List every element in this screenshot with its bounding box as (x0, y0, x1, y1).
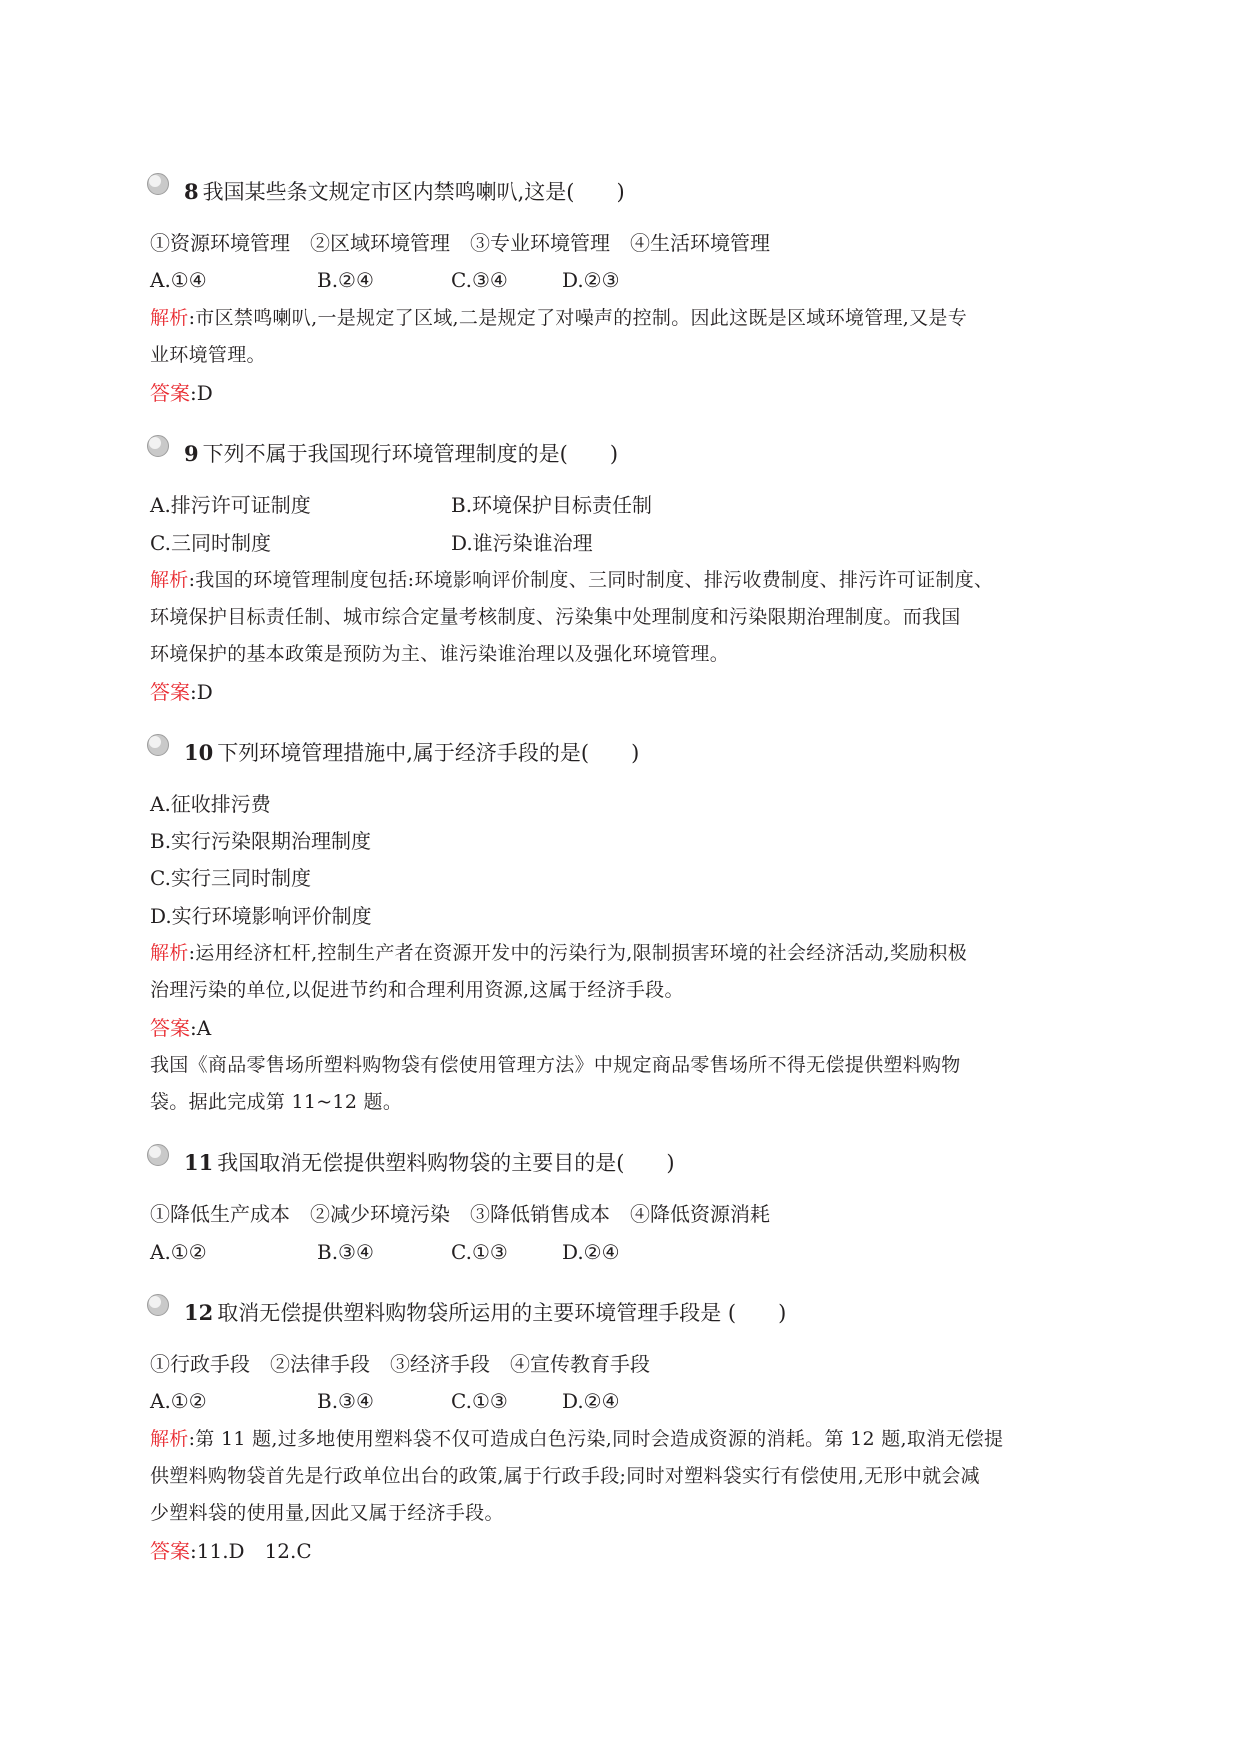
option-b: B.③④ (317, 1389, 374, 1413)
option-a: A.征收排污费 (150, 792, 271, 816)
option-c: C.实行三同时制度 (150, 866, 311, 890)
question-marker-icon (147, 1294, 169, 1316)
option-b: B.③④ (317, 1240, 374, 1264)
answer-line (150, 1539, 312, 1563)
option-c: C.③④ (451, 268, 508, 292)
answer-line (150, 381, 213, 405)
option-c: C.三同时制度 (150, 531, 271, 555)
analysis-label: 解析 (150, 307, 189, 329)
analysis-label: 解析 (150, 1428, 189, 1450)
answer-value: :D (190, 381, 213, 405)
option-c: C.①③ (451, 1389, 508, 1413)
analysis-line: 治理污染的单位,以促进节约和合理利用资源,这属于经济手段。 (150, 979, 684, 1001)
analysis-label: 解析 (150, 569, 189, 591)
analysis-line: 解析:运用经济杠杆,控制生产者在资源开发中的污染行为,限制损害环境的社会经济活动,奖励积极 (150, 942, 968, 964)
answer-label: 答案 (150, 381, 190, 405)
question-stem: 我国取消无偿提供塑料购物袋的主要目的是( ) (217, 1151, 675, 1175)
analysis-line: 解析:市区禁鸣喇叭,一是规定了区域,二是规定了对噪声的控制。因此这既是区域环境管理,又是专 (150, 307, 968, 329)
option-c: C.①③ (451, 1240, 508, 1264)
option-d: D.谁污染谁治理 (451, 531, 593, 555)
question-marker-icon (147, 173, 169, 195)
question-12 (150, 1301, 786, 1325)
option-a: A.排污许可证制度 (150, 493, 311, 517)
option-d: D.②③ (562, 268, 620, 292)
option-a: A.①④ (150, 268, 207, 292)
analysis-line: 供塑料购物袋首先是行政单位出台的政策,属于行政手段;同时对塑料袋实行有偿使用,无形中就会减 (150, 1465, 980, 1487)
option-b: B.环境保护目标责任制 (451, 493, 653, 517)
answer-value: :D (190, 680, 213, 704)
question-number: 12 (184, 1300, 214, 1325)
option-a: A.①② (150, 1240, 207, 1264)
analysis-line: 环境保护的基本政策是预防为主、谁污染谁治理以及强化环境管理。 (150, 643, 730, 665)
analysis-label: 解析 (150, 942, 189, 964)
option-a: A.①② (150, 1389, 207, 1413)
question-stem: 下列不属于我国现行环境管理制度的是( ) (202, 442, 619, 466)
analysis-line: 环境保护目标责任制、城市综合定量考核制度、污染集中处理制度和污染限期治理制度。而我国 (150, 606, 961, 628)
question-marker-icon (147, 1144, 169, 1166)
question-9 (150, 442, 618, 466)
material-line: 袋。据此完成第 11~12 题。 (150, 1091, 403, 1113)
question-12-items: ①行政手段 ②法律手段 ③经济手段 ④宣传教育手段 (150, 1352, 650, 1376)
option-b: B.②④ (317, 268, 374, 292)
question-10 (150, 741, 639, 765)
material-line: 我国《商品零售场所塑料购物袋有偿使用管理方法》中规定商品零售场所不得无偿提供塑料购物 (150, 1054, 961, 1076)
question-number: 11 (184, 1150, 214, 1175)
analysis-line: 解析:第 11 题,过多地使用塑料袋不仅可造成白色污染,同时会造成资源的消耗。第 12 题,取消无偿提 (150, 1428, 1004, 1450)
answer-label: 答案 (150, 1539, 190, 1563)
option-d: D.实行环境影响评价制度 (150, 904, 372, 928)
question-11 (150, 1151, 675, 1175)
question-marker-icon (147, 734, 169, 756)
question-number: 10 (184, 740, 214, 765)
analysis-line: 解析:我国的环境管理制度包括:环境影响评价制度、三同时制度、排污收费制度、排污许可证制度、 (150, 569, 994, 591)
answer-line (150, 680, 213, 704)
question-stem: 取消无偿提供塑料购物袋所运用的主要环境管理手段是 ( ) (217, 1301, 787, 1325)
question-8 (150, 180, 625, 204)
question-11-items: ①降低生产成本 ②减少环境污染 ③降低销售成本 ④降低资源消耗 (150, 1202, 770, 1226)
answer-line (150, 1016, 211, 1040)
question-number: 8 (184, 179, 199, 204)
answer-value: :11.D 12.C (190, 1539, 312, 1563)
analysis-line: 业环境管理。 (150, 344, 266, 366)
option-d: D.②④ (562, 1240, 620, 1264)
question-8-items: ①资源环境管理 ②区域环境管理 ③专业环境管理 ④生活环境管理 (150, 231, 770, 255)
option-d: D.②④ (562, 1389, 620, 1413)
question-stem: 下列环境管理措施中,属于经济手段的是( ) (217, 741, 640, 765)
answer-label: 答案 (150, 680, 190, 704)
answer-label: 答案 (150, 1016, 190, 1040)
answer-value: :A (190, 1016, 212, 1040)
option-b: B.实行污染限期治理制度 (150, 829, 372, 853)
question-stem: 我国某些条文规定市区内禁鸣喇叭,这是( ) (202, 180, 625, 204)
question-marker-icon (147, 435, 169, 457)
analysis-line: 少塑料袋的使用量,因此又属于经济手段。 (150, 1502, 504, 1524)
question-number: 9 (184, 441, 199, 466)
